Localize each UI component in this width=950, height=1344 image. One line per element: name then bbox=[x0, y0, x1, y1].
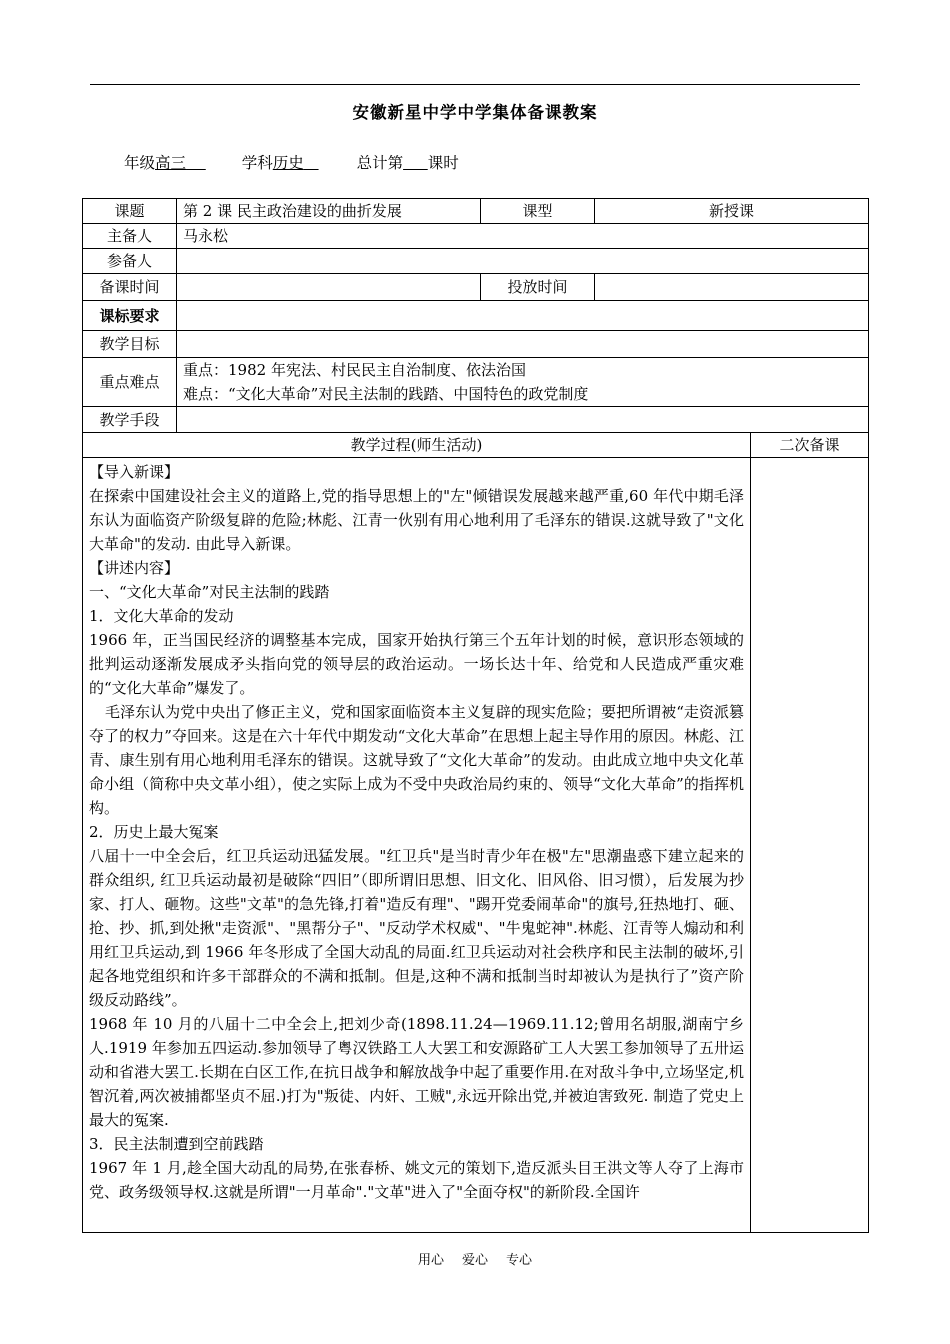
lesson-plan-table bbox=[82, 198, 869, 1233]
second-prep-content bbox=[751, 458, 869, 1233]
type-value: 新授课 bbox=[595, 199, 869, 224]
key-label: 重点难点 bbox=[83, 358, 177, 407]
standard-label: 课标要求 bbox=[83, 301, 177, 331]
goal-value bbox=[177, 331, 869, 358]
paragraph-1966: 1966 年，正当国民经济的调整基本完成，国家开始执行第三个五年计划的时候，意识形态领域的批判运动逐渐发展成矛头指向党的领导层的政治运动。一场长达十年、给党和人民造成严重灾难的“文化大革命”爆发了。 bbox=[89, 631, 744, 697]
subheading-3: 3．民主法制遭到空前践踏 bbox=[89, 1135, 264, 1153]
means-label: 教学手段 bbox=[83, 407, 177, 433]
paragraph-1967: 1967 年 1 月,趁全国大动乱的局势,在张春桥、姚文元的策划下,造反派头目王洪文等人夺了上海市党、政务级领导权.这就是所谓"一月革命"."文革"进入了"全面夺权"的新阶段.全国许 bbox=[89, 1159, 744, 1201]
subheading-2: 2．历史上最大冤案 bbox=[89, 823, 219, 841]
grade-label: 年级 bbox=[124, 154, 156, 172]
subject-value: 历史 bbox=[272, 154, 304, 172]
prep-time-label: 备课时间 bbox=[83, 274, 177, 301]
total-suffix: 课时 bbox=[427, 154, 459, 172]
paragraph-mao: 毛泽东认为党中央出了修正主义，党和国家面临资本主义复辟的现实危险；要把所谓被“走资派篡夺了的权力”夺回来。这是在六十年代中期发动“文化大革命”在思想上起主导作用的原因。林彪、江青、康生别有用心地利用毛泽东的错误。这就导致了“文化大革命”的发动。由此成立地中央文化革命小组（简称中央文革小组），使之实际上成为不受中央政治局约束的、领导“文化大革命”的指挥机构。 bbox=[89, 703, 744, 817]
footer-word-1: 用心 bbox=[417, 1253, 444, 1268]
participants-value bbox=[177, 249, 869, 274]
footer-word-3: 专心 bbox=[506, 1253, 533, 1268]
grade-value: 高三 bbox=[155, 154, 187, 172]
process-header: 教学过程(师生活动) bbox=[83, 433, 751, 458]
subheading-1: 1．文化大革命的发动 bbox=[89, 607, 234, 625]
standard-value bbox=[177, 301, 869, 331]
lead-value: 马永松 bbox=[177, 224, 869, 249]
paragraph-red-guards: 八届十一中全会后，红卫兵运动迅猛发展。"红卫兵"是当时青少年在极"左"思潮蛊惑下建立起来的群众组织, 红卫兵运动最初是破除“四旧”（即所谓旧思想、旧文化、旧风俗、旧习惯），后发展为抄家、打人、砸物。这些"文革"的急先锋,打着"造反有理"、"踢开党委闹革命"的旗号,狂热地打、砸、抢、抄、抓,到处揪"走资派"、"黑帮分子"、"反动学术权威"、"牛鬼蛇神".林彪、江青等人煽动和利用红卫兵运动,到 1966 年冬形成了全国大动乱的局面.红卫兵运动对社会秩序和民主法制的破坏,引起各地党组织和许多干部群众的不满和抵制。但是,这种不满和抵制当时却被认为是执行了”资产阶级反动路线”。 bbox=[89, 847, 744, 1009]
prep-time-value bbox=[177, 274, 481, 301]
footer-word-2: 爱心 bbox=[461, 1253, 488, 1268]
key-value bbox=[177, 358, 869, 407]
course-label: 课题 bbox=[83, 199, 177, 224]
section-lecture-heading: 【讲述内容】 bbox=[89, 559, 180, 577]
paragraph-1968: 1968 年 10 月的八届十二中全会上,把刘少奇(1898.11.24—1969.11.12;曾用名胡服,湖南宁乡人.1919 年参加五四运动.参加领导了粤汉铁路工人大罢工和安源路矿工人大罢工参加领导了五卅运动和省港大罢工.长期在白区工作,在抗日战争和解放战争中起了重要作用.在对敌斗争中,立场坚定,机智沉着,两次被捕都坚贞不屈.)打为"叛徒、内奸、工贼",永远开除出党,并被迫害致死. 制造了党史上最大的冤案. bbox=[89, 1015, 744, 1129]
participants-label: 参备人 bbox=[83, 249, 177, 274]
key-line-1: 重点：1982 年宪法、村民民主自治制度、依法治国 bbox=[183, 361, 526, 379]
release-time-label: 投放时间 bbox=[481, 274, 595, 301]
header-rule bbox=[90, 84, 860, 85]
footer-motto bbox=[0, 1249, 950, 1268]
key-line-2: 难点：“文化大革命”对民主法制的践踏、中国特色的政党制度 bbox=[183, 385, 589, 403]
lead-label: 主备人 bbox=[83, 224, 177, 249]
total-blank bbox=[403, 154, 428, 172]
document-title: 安徽新星中学中学集体备课教案 bbox=[352, 103, 598, 122]
course-value: 第 2 课 民主政治建设的曲折发展 bbox=[177, 199, 481, 224]
meta-line bbox=[124, 151, 459, 173]
process-content bbox=[83, 458, 751, 1233]
release-time-value bbox=[595, 274, 869, 301]
subject-label: 学科 bbox=[241, 154, 273, 172]
part-one-heading: 一、“文化大革命”对民主法制的践踏 bbox=[89, 583, 330, 601]
intro-paragraph: 在探索中国建设社会主义的道路上,党的指导思想上的"左"倾错误发展越来越严重,60 年代中期毛泽东认为面临资产阶级复辟的危险;林彪、江青一伙别有用心地利用了毛泽东的错误.这就导致了"文化大革命"的发动. 由此导入新课。 bbox=[89, 487, 744, 553]
type-label: 课型 bbox=[481, 199, 595, 224]
second-prep-header: 二次备课 bbox=[751, 433, 869, 458]
means-value bbox=[177, 407, 869, 433]
total-label: 总计第 bbox=[356, 154, 404, 172]
section-intro-heading: 【导入新课】 bbox=[89, 463, 180, 481]
goal-label: 教学目标 bbox=[83, 331, 177, 358]
